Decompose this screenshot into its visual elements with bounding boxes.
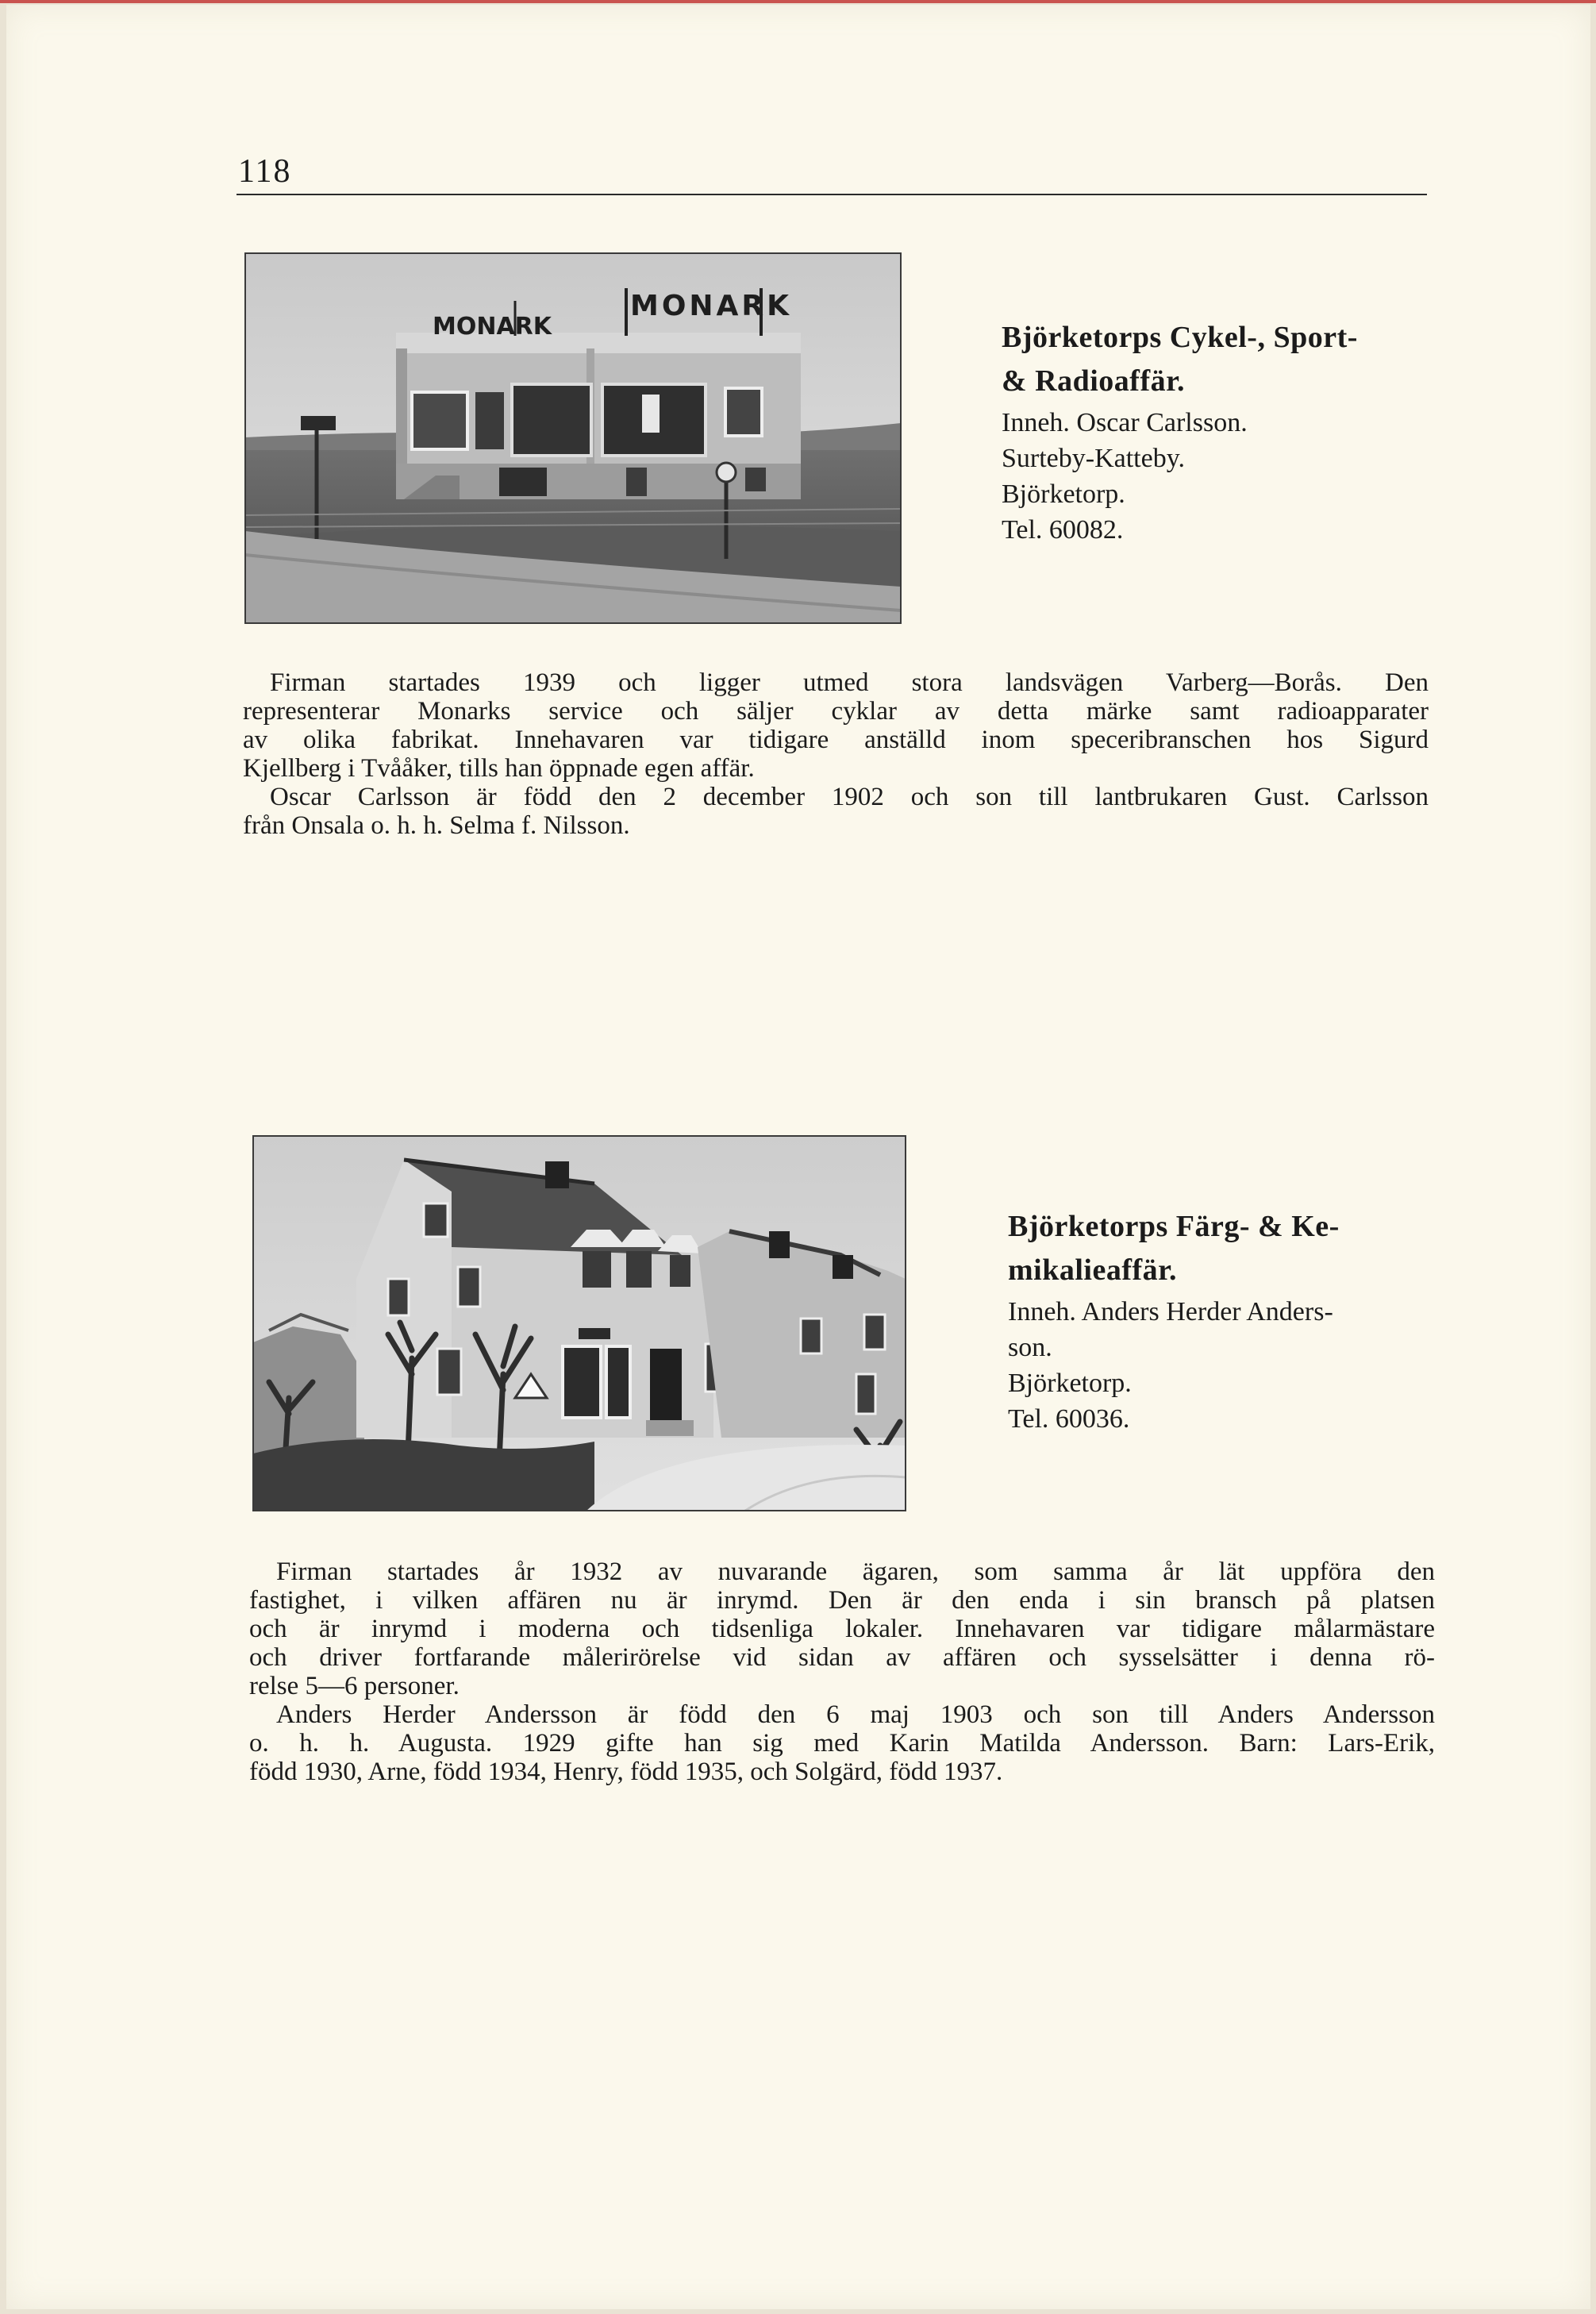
business-name-line-1: Björketorps Färg- & Ke-	[1008, 1210, 1340, 1243]
business-name	[1008, 1205, 1452, 1292]
shop-photo-monark	[244, 252, 902, 624]
owner-line-2: son.	[1008, 1333, 1052, 1362]
svg-text:MONARK: MONARK	[433, 313, 552, 341]
body-line: Oscar Carlsson är född den 2 december 1902 och son till lantbrukaren Gust. Carlsson	[270, 783, 1429, 811]
body-line: representerar Monarks service och säljer cyklar av detta märke samt radioapparater	[243, 697, 1429, 726]
telephone: Tel. 60082.	[1002, 515, 1124, 545]
body-line: relse 5—6 personer.	[249, 1672, 460, 1700]
business-name	[1002, 316, 1446, 403]
page-edge	[0, 0, 1596, 3]
business-name-line-1: Björketorps Cykel-, Sport-	[1002, 321, 1358, 354]
address-line-1: Björketorp.	[1008, 1369, 1132, 1398]
owner-line-1: Inneh. Anders Herder Anders-	[1008, 1297, 1333, 1326]
body-line: från Onsala o. h. h. Selma f. Nilsson.	[243, 811, 630, 840]
body-line: Firman startades 1939 och ligger utmed stora landsvägen Varberg—Borås. Den	[270, 668, 1429, 697]
page-number: 118	[238, 153, 292, 190]
body-line: fastighet, i vilken affären nu är inrymd. Den är den enda i sin bransch på platsen	[249, 1586, 1435, 1615]
body-line: Firman startades år 1932 av nuvarande ägaren, som samma år lät uppföra den	[276, 1557, 1435, 1586]
business-name-line-2: mikalieaffär.	[1008, 1253, 1178, 1287]
body-line: och är inrymd i moderna och tidsenliga lokaler. Innehavaren var tidigare målarmästare	[249, 1615, 1435, 1643]
business-name-line-2: & Radioaffär.	[1002, 364, 1185, 398]
business-info-2	[1008, 1205, 1452, 1437]
body-line: född 1930, Arne, född 1934, Henry, född 1935, och Solgärd, född 1937.	[249, 1758, 1003, 1786]
body-line: o. h. h. Augusta. 1929 gifte han sig med Karin Matilda Andersson. Barn: Lars-Erik,	[249, 1729, 1435, 1758]
header-rule	[237, 194, 1427, 195]
body-line: och driver fortfarande målerirörelse vid sidan av affären och sysselsätter i denna rö-	[249, 1643, 1435, 1672]
body-line: Kjellberg i Tvååker, tills han öppnade egen affär.	[243, 754, 755, 783]
telephone: Tel. 60036.	[1008, 1404, 1130, 1434]
business-info-1	[1002, 316, 1446, 548]
address-line-1: Surteby-Katteby.	[1002, 444, 1186, 473]
body-line: Anders Herder Andersson är född den 6 maj 1903 och son till Anders Andersson	[276, 1700, 1435, 1729]
shop-photo-house	[252, 1135, 906, 1511]
body-line: av olika fabrikat. Innehavaren var tidigare anställd inom speceribranschen hos Sigurd	[243, 726, 1429, 754]
owner: Inneh. Oscar Carlsson.	[1002, 408, 1248, 437]
svg-text:MONARK: MONARK	[630, 290, 793, 322]
address-line-2: Björketorp.	[1002, 479, 1125, 509]
